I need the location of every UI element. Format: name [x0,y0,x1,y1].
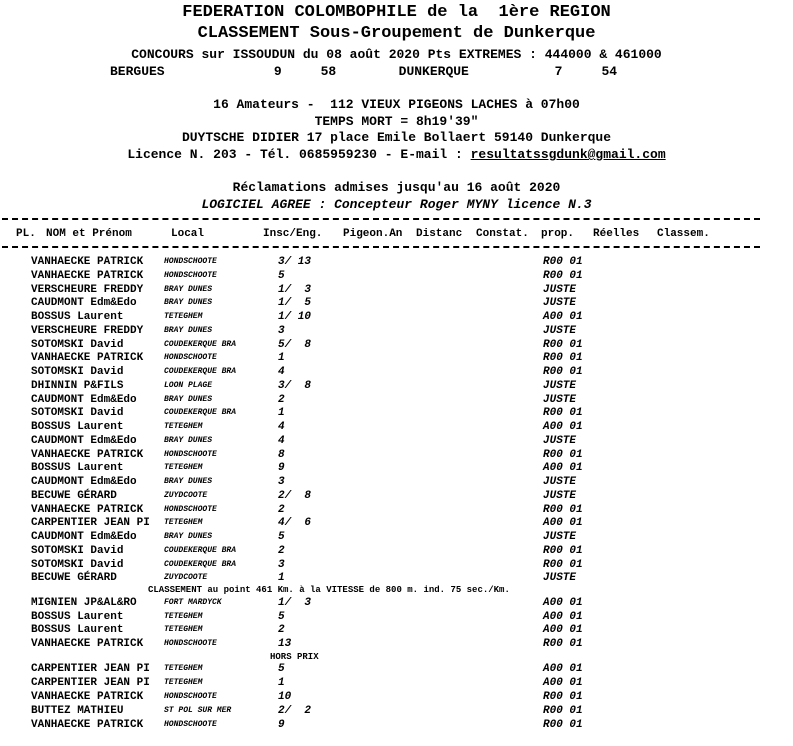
col-constat: Constat. [476,228,529,240]
cell-prop: A00 01 [543,676,583,689]
cell-local: TETEGHEM [164,677,203,687]
cell-insc: 3/ 13 [278,256,312,268]
cell-name: BOSSUS Laurent [31,610,124,623]
cell-insc: 2 [278,393,285,406]
header-divider [2,246,760,248]
cell-local: LOON PLAGE [164,380,213,390]
hors-prix-label: HORS PRIX [270,652,319,662]
cell-insc: 9 [278,718,285,731]
cell-name: CAUDMONT Edm&Edo [31,476,137,488]
col-insc: Insc/Eng. [263,228,323,240]
cell-name: SOTOMSKI David [31,338,124,351]
cell-insc: 4 [278,366,285,378]
col-prop: prop. [541,228,575,240]
cell-name: VANHAECKE PATRICK [31,269,144,282]
cell-name: VERSCHEURE FREDDY [31,283,144,296]
cell-name: BOSSUS Laurent [31,421,124,433]
cell-prop: R00 01 [543,366,583,378]
cell-name: CAUDMONT Edm&Edo [31,434,137,447]
cell-local: ZUYDCOOTE [164,573,208,583]
cell-prop: A00 01 [543,610,583,623]
col-pigeon: Pigeon.An [343,228,403,240]
cell-name: CAUDMONT Edm&Edo [31,297,137,310]
federation-title: FEDERATION COLOMBOPHILE de la 1ère REGION [182,3,611,22]
cell-insc: 1/ 3 [278,597,312,609]
cell-prop: A00 01 [543,462,583,475]
cell-insc: 5 [278,269,285,282]
cell-name: VANHAECKE PATRICK [31,256,144,268]
cell-name: CARPENTIER JEAN PI [31,676,150,689]
cell-local: COUDEKERQUE BRA [164,408,237,418]
cell-name: SOTOMSKI David [31,407,124,420]
cell-name: SOTOMSKI David [31,544,124,557]
cell-name: VERSCHEURE FREDDY [31,324,144,337]
cell-name: MIGNIEN JP&AL&RO [31,597,137,609]
cell-local: TETEGHEM [164,664,203,673]
cell-insc: 3 [278,558,285,571]
cell-local: TETEGHEM [164,312,203,321]
cell-insc: 2 [278,624,285,637]
cell-name: VANHAECKE PATRICK [31,718,144,731]
cell-prop: A00 01 [543,597,583,609]
top-divider [2,218,760,220]
cell-prop: R00 01 [543,407,583,420]
cell-local: BRAY DUNES [164,284,213,294]
cell-prop: JUSTE [543,489,577,502]
cell-insc: 3 [278,476,285,488]
cell-insc: 1 [278,407,285,420]
reclamations-line: Réclamations admises jusqu'au 16 août 2020 [232,180,561,195]
col-name: NOM et Prénom [46,228,132,240]
cell-insc: 5/ 8 [278,338,312,351]
cell-insc: 1/ 3 [278,283,312,296]
cell-local: TETEGHEM [164,625,203,635]
cell-local: TETEGHEM [164,518,203,528]
cell-name: SOTOMSKI David [31,558,124,571]
cell-local: HONDSCHOOTE [164,257,217,266]
cell-prop: R00 01 [543,448,583,461]
cell-name: CARPENTIER JEAN PI [31,663,150,675]
amateurs-line: 16 Amateurs - 112 VIEUX PIGEONS LACHES à 07h00 [213,97,580,112]
cell-name: BOSSUS Laurent [31,624,124,637]
sections-line: BERGUES 9 58 DUNKERQUE 7 54 [110,64,618,79]
cell-name: BECUWE GÉRARD [31,572,117,585]
cell-insc: 3/ 8 [278,379,312,392]
cell-prop: JUSTE [543,476,577,488]
cell-local: HONDSCHOOTE [164,353,217,363]
col-classem: Classem. [657,228,710,240]
cell-insc: 5 [278,610,285,623]
cell-insc: 2/ 8 [278,489,312,502]
cell-local: ST POL SUR MER [164,705,232,715]
cell-prop: JUSTE [543,393,577,406]
cell-local: COUDEKERQUE BRA [164,559,237,569]
classement-note: CLASSEMENT au point 461 Km. à la VITESSE de 800 m. ind. 75 sec./Km. [148,585,510,595]
cell-insc: 10 [278,690,292,703]
cell-insc: 2/ 2 [278,704,312,717]
col-local: Local [171,228,205,240]
cell-local: TETEGHEM [164,611,203,621]
col-distance: Distanc [416,228,463,240]
cell-prop: JUSTE [543,379,577,392]
concours-line: CONCOURS sur ISSOUDUN du 08 août 2020 Pts EXTREMES : 444000 & 461000 [131,47,662,62]
cell-prop: A00 01 [543,311,583,323]
cell-insc: 2 [278,544,285,557]
cell-local: BRAY DUNES [164,435,213,445]
cell-name: BUTTEZ MATHIEU [31,704,124,717]
cell-prop: A00 01 [543,421,583,433]
cell-prop: A00 01 [543,663,583,675]
cell-name: BOSSUS Laurent [31,462,124,475]
cell-local: BRAY DUNES [164,394,213,404]
email-link[interactable]: resultatssgdunk@gmail.com [470,147,666,162]
column-header-row [0,228,710,242]
cell-name: VANHAECKE PATRICK [31,637,144,650]
cell-insc: 4 [278,434,285,447]
cell-insc: 4/ 6 [278,517,312,530]
cell-local: TETEGHEM [164,463,203,473]
cell-prop: JUSTE [543,324,577,337]
cell-local: TETEGHEM [164,422,203,431]
cell-prop: JUSTE [543,434,577,447]
cell-prop: R00 01 [543,503,583,516]
cell-name: BECUWE GÉRARD [31,489,117,502]
logiciel-line: LOGICIEL AGREE : Concepteur Roger MYNY licence N.3 [201,197,592,212]
cell-name: BOSSUS Laurent [31,311,124,323]
col-reelles: Réelles [593,228,640,240]
cell-prop: R00 01 [543,637,583,650]
temps-mort-line: TEMPS MORT = 8h19'39" [314,114,479,129]
cell-prop: R00 01 [543,704,583,717]
cell-insc: 5 [278,531,285,543]
cell-local: BRAY DUNES [164,325,213,335]
cell-insc: 13 [278,637,292,650]
cell-insc: 3 [278,324,285,337]
cell-prop: R00 01 [543,558,583,571]
cell-prop: JUSTE [543,283,577,296]
cell-prop: R00 01 [543,544,583,557]
licence-line [0,147,793,162]
classement-title: CLASSEMENT Sous-Groupement de Dunkerque [197,24,596,43]
cell-local: HONDSCHOOTE [164,504,217,514]
cell-name: CAUDMONT Edm&Edo [31,531,137,543]
cell-local: HONDSCHOOTE [164,691,217,701]
cell-insc: 9 [278,462,285,475]
licence-text: Licence N. 203 - Tél. 0685959230 - E-mail : [127,147,471,162]
cell-name: VANHAECKE PATRICK [31,448,144,461]
cell-name: VANHAECKE PATRICK [31,352,144,365]
cell-insc: 1 [278,572,285,585]
col-pl: PL. [16,228,36,240]
cell-local: BRAY DUNES [164,532,213,541]
cell-local: HONDSCHOOTE [164,270,217,280]
cell-insc: 8 [278,448,285,461]
cell-prop: R00 01 [543,718,583,731]
cell-prop: A00 01 [543,517,583,530]
cell-prop: JUSTE [543,297,577,310]
cell-local: BRAY DUNES [164,298,213,308]
cell-insc: 4 [278,421,285,433]
cell-prop: JUSTE [543,531,577,543]
cell-insc: 1/ 5 [278,297,312,310]
cell-insc: 1/ 10 [278,311,312,323]
cell-name: CAUDMONT Edm&Edo [31,393,137,406]
cell-local: FORT MARDYCK [164,598,222,607]
cell-prop: A00 01 [543,624,583,637]
cell-local: COUDEKERQUE BRA [164,367,237,376]
cell-prop: R00 01 [543,338,583,351]
cell-local: HONDSCHOOTE [164,638,217,648]
cell-insc: 5 [278,663,285,675]
cell-insc: 2 [278,503,285,516]
cell-local: COUDEKERQUE BRA [164,339,237,349]
cell-local: HONDSCHOOTE [164,719,217,729]
cell-prop: JUSTE [543,572,577,585]
cell-local: ZUYDCOOTE [164,490,208,500]
cell-prop: R00 01 [543,256,583,268]
cell-name: SOTOMSKI David [31,366,124,378]
cell-local: BRAY DUNES [164,477,213,486]
cell-name: DHINNIN P&FILS [31,379,124,392]
cell-prop: R00 01 [543,269,583,282]
cell-name: VANHAECKE PATRICK [31,503,144,516]
cell-insc: 1 [278,676,285,689]
cell-local: HONDSCHOOTE [164,449,217,459]
cell-insc: 1 [278,352,285,365]
cell-prop: R00 01 [543,352,583,365]
address-line: DUYTSCHE DIDIER 17 place Emile Bollaert 59140 Dunkerque [181,130,612,145]
cell-name: CARPENTIER JEAN PI [31,517,150,530]
cell-name: VANHAECKE PATRICK [31,690,144,703]
cell-prop: R00 01 [543,690,583,703]
cell-local: COUDEKERQUE BRA [164,545,237,555]
